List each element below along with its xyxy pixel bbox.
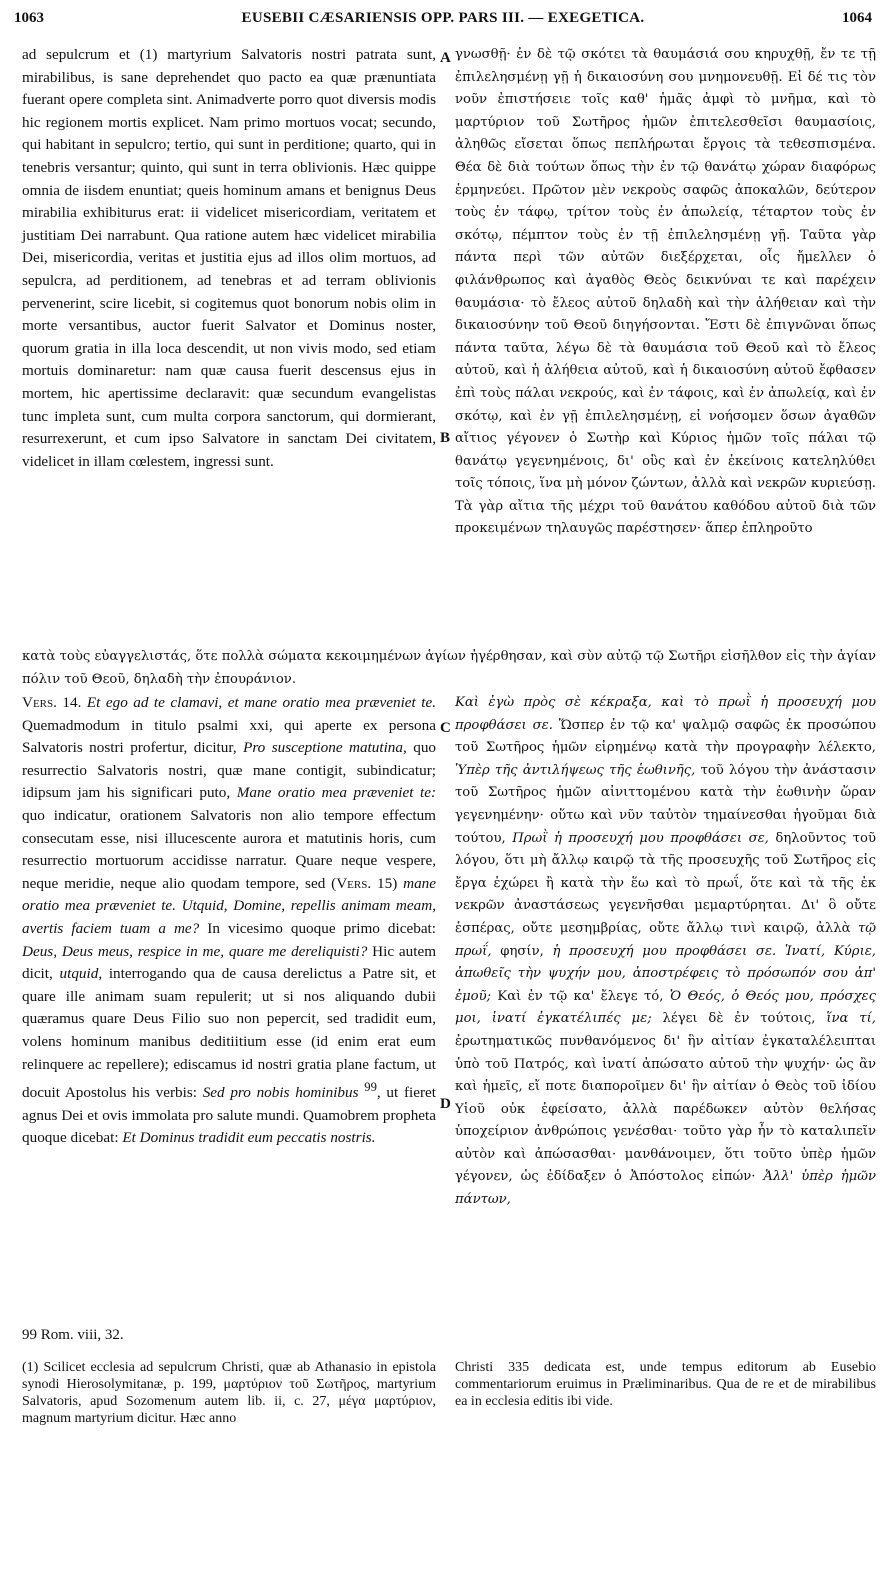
latin-text: In vicesimo quoque primo dicebat: [207, 919, 436, 937]
running-header [14, 6, 872, 32]
footnote-1-right [455, 1359, 876, 1410]
latin-text: interrogando qua de causa derelictus a Patre sit, et quare ille animam suam repulerit; ut si nos aliquando dubii quæramus quare Deus Filio suo non pepercit, sed tradidit eum, volens hominum manibus deditiitium esse (id enim erat eum relinquere ac repellere); ediscamus id nostri gratia plane factum, ut docuit Apostolus his verbis: [22, 965, 437, 1102]
greek-quote: Πρωῒ ἡ προσευχή μου προφθάσει σε, [512, 830, 769, 846]
greek-quote: ἡ προσευχή μου προφθάσει σε. Ἱνατί, Κύριε, ἀπωθεῖς τὴν ψυχήν μου, ἀποστρέφεις τὸ πρόσωπόν σου ἀπ' ἐμοῦ; [455, 943, 877, 1004]
greek-column-2 [455, 692, 876, 1212]
latin-text: Hic autem dicit, [22, 942, 437, 983]
greek-text: Καὶ ἐν τῷ κα' ἔλεγε τό, [497, 988, 664, 1004]
verse-label-14: Vers. 14. [22, 694, 82, 711]
latin-paragraph-vers14 [22, 692, 436, 1150]
greek-quote: τῷ πρωΐ, [455, 920, 876, 959]
greek-text: φησίν, [500, 943, 544, 959]
latin-column-1 [22, 44, 436, 473]
latin-quote: Deus, Deus meus, respice in me, quare me dereliquisti? [22, 942, 368, 960]
greek-quote: ἵνα τί, [826, 1011, 876, 1027]
greek-fullwidth-continuation [22, 646, 876, 691]
greek-quote: Ὁ Θεός, ὁ Θεός μου, πρόσχες μοι, ἱνατί ἐγκατέλιπές με; [455, 988, 876, 1027]
running-title: EUSEBII CÆSARIENSIS OPP. PARS III. — EXEGETICA. [241, 10, 645, 26]
greek-lemma: Καὶ ἐγὼ πρὸς σὲ κέκραξα, καὶ τὸ πρωῒ ἡ προσευχή μου προφθάσει σε. [455, 695, 876, 733]
latin-quote: utquid, [59, 965, 103, 983]
latin-text: Quemadmodum in titulo psalmi xxi, qui aperte ex persona Salvatoris nostri profertur, dicitur, [22, 716, 436, 757]
greek-column-1 [455, 44, 876, 541]
greek-text: Ὥσπερ ἐν τῷ κα' ψαλμῷ σαφῶς ἐκ προσώπου τοῦ Σωτῆρος ἡμῶν εἰρημένῳ κατὰ τὴν προγραφὴν λέλεκτο, [455, 717, 876, 756]
footnote-99: 99 Rom. viii, 32. [22, 1327, 124, 1343]
latin-lemma-15: mane oratio mea præveniet te. Utquid, Domine, repellis animam meam, avertis faciem tuam a me? [22, 874, 437, 937]
marker-d: D [440, 1096, 451, 1112]
greek-text: λέγει δὲ ἐν τούτοις, [662, 1011, 816, 1027]
latin-paragraph-1: ad sepulcrum et (1) martyrium Salvatoris nostri patrata sunt, mirabilibus, is sane deprehendet quo pacto ea quæ prænuntiata fuerant opere completa sint. Animadverte porro quot diversis modis hic regionem mortis explicet. Nam primo mortuos vocat; secundo, qui habitant in sepulcro; tertio, qui sunt in perditione; quarto, qui in tenebris versantur; quinto, qui sunt in terra oblivionis. Hæc quippe omnia de iisdem enuntiat; queis hominum amans et benignus Deus mirabilia exhibiturus erat: ii videlicet misericordiam, veritatem et justitiam Dei narrabunt. Qua ratione autem hæc videlicet mirabilia Dei, misericordia, veritas et justitia ejus ad illos olim mortuos, ad sepulcra, ad perditionem, ad tenebras et ad terram oblivionis pervenerint, scire licebit, si cogitemus quot bonorum nobis olim in morte versantibus, auctor fuerit Salvator et Dominus noster, quorum gratia in illa loca descendit, ut non vivis modo, sed etiam mortuis dominaretur: nam quæ causa fuerit descensus ejus in mortem, hic apertissime declaravit: quæ secundum evangelistas tunc impleta sunt, cum multa corpora sanctorum, qui dormierant, resurrexerunt, et cum ipso Salvatore in sanctam Dei civitatem, videlicet in illam cœlestem, ingressi sunt. [22, 46, 436, 470]
latin-text: ) [392, 874, 398, 892]
latin-lemma-14: Et ego ad te clamavi, et mane oratio mea præveniet te. [86, 694, 437, 711]
greek-quote: Ἀλλ' ὑπὲρ ἡμῶν πάντων, [455, 1169, 876, 1208]
footnote-1-left [22, 1359, 436, 1427]
verse-label-15: Vers. 15 [336, 874, 393, 892]
latin-text: quo resurrectio Salvatoris nostri, quæ mane contigit, subindicatur; idipsum jam his significari puto, [22, 739, 437, 802]
greek-text: ἐρωτηματικῶς πυνθανόμενος δι' ἣν αἰτίαν ἐγκαταλέλειπται ὑπὸ τοῦ Πατρός, καὶ ἱνατί ἀπώσατο αὐτοῦ τὴν ψυχήν· ὡς ἂν καὶ ἡμεῖς, εἴ ποτε διαποροῖμεν δι' ἣν αἰτίαν ὁ Θεὸς τοῦ ἰδίου Υἱοῦ οὐκ ἐφείσατο, ἀλλὰ παρέδωκεν αὐτὸν θελήσας ὑποχείριον ἀνθρώποις γενέσθαι· τοῦτο γὰρ ἦν τὸ καταλιπεῖν αὐτὸν καὶ ἀπώσασθαι· μανθάνοιμεν, ὅτι τοῦτο ὑπὲρ ἡμῶν γέγονεν, ὡς ἐδίδαξεν ὁ Ἀπόστολος εἰπών· [455, 1033, 876, 1185]
marker-b: B [440, 430, 451, 446]
greek-text: δηλοῦντος τοῦ λόγου, ὅτι μὴ ἄλλῳ καιρῷ τὰ τῆς προσευχῆς τοῦ Σωτῆρος εἰς ἔργα ἐχώρει ἢ κατὰ τὴν ἕω καὶ τὸ πρωΐ, ὅτε καὶ τὰ τῆς ἐκ νεκρῶν ἀναστάσεως γεγενῆσθαι μεμαρτύρηται. Δι' ὃ οὔτε ἑσπέρας, οὔτε μεσημβρίας, οὔτε ἄλλῳ τινὶ καιρῷ, ἀλλὰ [455, 830, 876, 936]
latin-quote: Pro susceptione matutina, [243, 739, 407, 757]
marker-a: A [440, 50, 451, 66]
greek-text: τοῦ λόγου τὴν ἀνάστασιν τοῦ Σωτῆρος ἡμῶν αἰνιττομένου κατὰ τὴν ἑωθινὴν ὥραν γεγενημένην· οὕτω καὶ νῦν ταὐτὸν τημαίνεσθαι ἡγοῦμαι διὰ τούτου, [455, 762, 876, 846]
page-number-right: 1064 [842, 10, 872, 26]
footnote-1-text-right: Christi 335 dedicata est, unde tempus editorum ab Eusebio commentariorum eruimus in Præliminaribus. Qua de re et de mirabilibus ea in ecclesia editis ibi vide. [455, 1360, 876, 1409]
latin-quote: Et Dominus tradidit eum peccatis nostris. [122, 1129, 376, 1147]
page-number-left: 1063 [14, 10, 44, 26]
latin-text: quo indicatur, orationem Salvatoris non alio tempore effectum consecutam esse, nisi illucescente aurora et matutinis horis, cum resurrectio mortuorum accidisse narratur. Quare neque vespere, neque meridie, neque alio quodam tempore, sed ( [22, 806, 436, 892]
greek-quote: Ὑπὲρ τῆς ἀντιλήψεως τῆς ἑωθινῆς, [455, 762, 696, 778]
footnote-1-text-left: (1) Scilicet ecclesia ad sepulcrum Christi, quæ ab Athanasio in epistola synodi Hierosolymitanæ, p. 199, μαρτύριον τοῦ Σωτῆρος, martyrium Salvatoris, apud Sozomenum autem lib. ii, c. 27, μέγα μαρτύριον, magnum martyrium dicitur. Hæc anno [22, 1360, 436, 1426]
latin-quote: Sed pro nobis hominibus [202, 1084, 359, 1102]
latin-column-2 [22, 692, 436, 1150]
latin-quote: Mane oratio mea præveniet te: [236, 784, 437, 802]
greek-paragraph-2 [455, 692, 876, 1212]
greek-fullwidth-text: κατὰ τοὺς εὐαγγελιστάς, ὅτε πολλὰ σώματα κεκοιμημένων ἁγίων ἠγέρθησαν, καὶ σὺν αὐτῷ τῷ Σωτῆρι εἰσῆλθον εἰς τὴν ἁγίαν πόλιν τοῦ Θεοῦ, δηλαδὴ τὴν ἐπουράνιον. [22, 649, 876, 687]
marker-c: C [440, 720, 451, 736]
footnote-ref-99: 99 [364, 1080, 377, 1095]
latin-text: , ut fieret agnus Dei et ovis immolata pro salute mundi. Quamobrem propheta quoque dicebat: [22, 1084, 436, 1147]
greek-paragraph-1: γνωσθῇ· ἐν δὲ τῷ σκότει τὰ θαυμάσιά σου κηρυχθῇ, ἔν τε τῇ ἐπιλελησμένῃ γῇ ἡ δικαιοσύνη σου μνημονευθῇ. Εἰ δέ τις τὸν νοῦν ἐπιστήσειε τοῖς καθ' ἡμᾶς ἀμφὶ τὸ μνῆμα, καὶ τὸ μαρτύριον τοῦ Σωτῆρος ἡμῶν ἐπιτελεσθεῖσι θαυμασίοις, ἀληθῶς εἴσεται ὅπως πεπλήρωται ἔργοις τὰ τεθεσπισμένα. Θέα δὲ διὰ τούτων ὅπως τὴν ἐν τῷ θανάτῳ χώραν διαφόρως ἑρμηνεύει. Πρῶτον μὲν νεκροὺς σαφῶς ἀποκαλῶν, δεύτερον τοὺς ἐν τάφῳ, τρίτον τοὺς ἐν ἀπωλείᾳ, τέταρτον τοὺς ἐν σκότῳ, πέμπτον τοὺς ἐν τῇ ἐπιλελησμένῃ γῇ. Ταῦτα γὰρ πάντα περὶ τῶν αὐτῶν διεξέρχεται, οἷς ἤμελλεν ὁ φιλάνθρωπος καὶ ἀγαθὸς Θεὸς δεικνύναι τε καὶ παρέχειν θαυμάσια· τὸ ἔλεος αὐτοῦ δηλαδὴ καὶ τὴν ἀλήθειαν καὶ τὴν δικαιοσύνην τοῦ Θεοῦ διηγήσονται. Ἔστι δὲ ἐπιγνῶναι ὅπως πάντα ταῦτα, λέγω δὲ τὰ θαυμάσια τοῦ Θεοῦ καὶ τὸ ἔλεος αὐτοῦ, καὶ ἡ ἀλήθεια αὐτοῦ, καὶ ἡ δικαιοσύνη αὐτοῦ ἔφθασεν ἐπὶ τοὺς πάλαι νεκρούς, καὶ ἐν τάφοις, καὶ ἐν ἀπωλείᾳ, καὶ ἐν σκότῳ, καὶ ἐν γῇ ἐπιλελησμένῃ, εἰ νοήσομεν ὅσων ἀγαθῶν αἴτιος γέγονεν ὁ Σωτὴρ καὶ Κύριος ἡμῶν τοῖς πάλαι τῷ θανάτῳ γεγενημένοις, δι' οὓς καὶ ἐν ἐκείνοις κατεληλύθει τοῖς τόποις, ἵνα μὴ μόνον ζώντων, ἀλλὰ καὶ νεκρῶν κυριεύσῃ. Τὰ γὰρ αἴτια τῆς μέχρι τοῦ θανάτου καθόδου αὐτοῦ διὰ τῶν προκειμένων τηλαυγῶς παρέστησεν· ἅπερ ἐπληροῦτο [455, 47, 876, 537]
